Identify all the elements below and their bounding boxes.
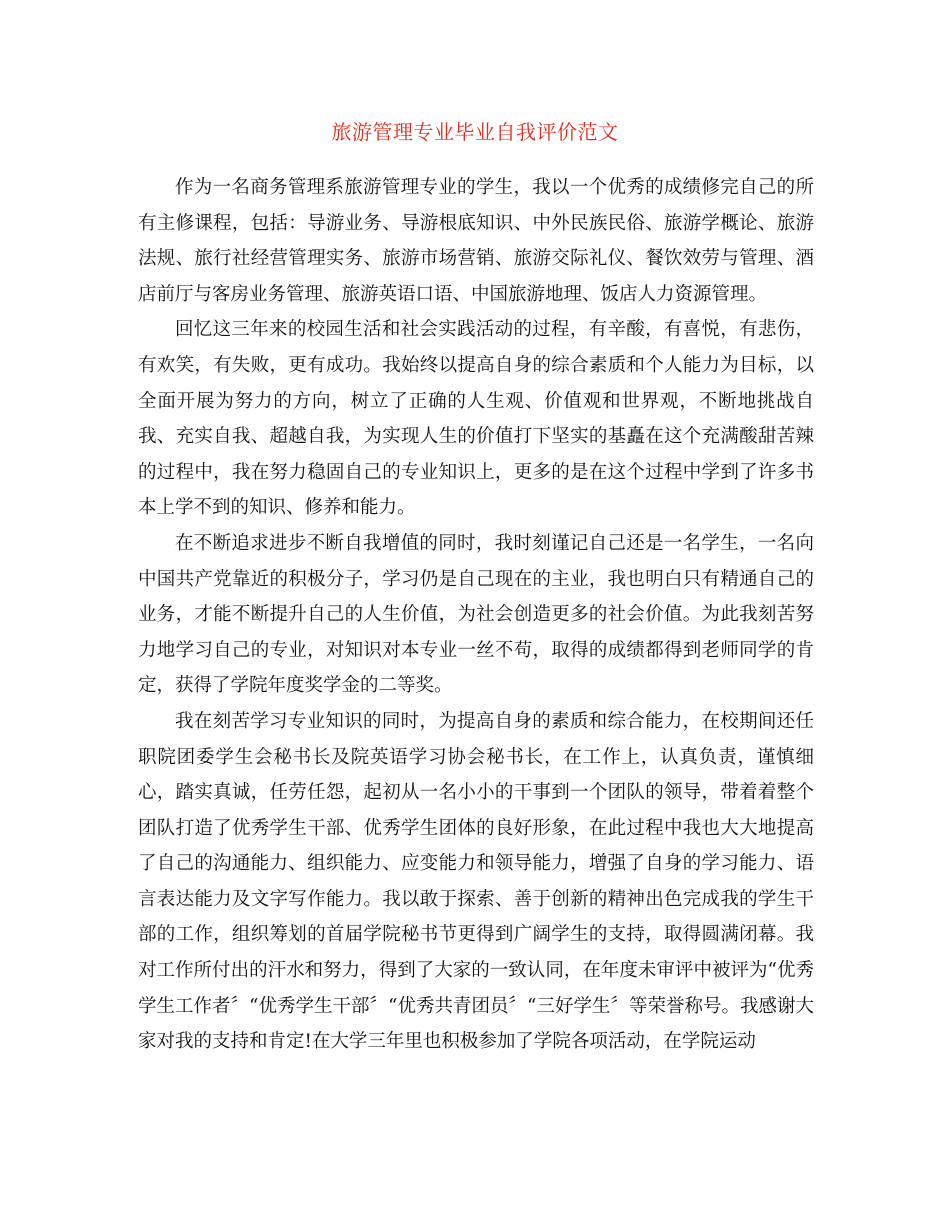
paragraph-courses: 作为一名商务管理系旅游管理专业的学生，我以一个优秀的成绩修完自己的所有主修课程，包括：导游业务、导游根底知识、中外民族民俗、旅游学概论、旅游法规、旅行社经营管理实务、旅游市场营销、旅游交际礼仪、餐饮效劳与管理、酒店前厅与客房业务管理、旅游英语口语、中国旅游地理、饭店人力资源管理。 (138, 177, 814, 305)
paragraph-study: 在不断追求进步不断自我增值的同时，我时刻谨记自己还是一名学生，一名向中国共产党靠近的积极分子，学习仍是自己现在的主业，我也明白只有精通自己的业务，才能不断提升自己的人生价值，为社会创造更多的社会价值。为此我刻苦努力地学习自己的专业，对知识对本专业一丝不苟，取得的成绩都得到老师同学的肯定，获得了学院年度奖学金的二等奖。 (138, 532, 814, 697)
paragraph-campus-life: 回忆这三年来的校园生活和社会实践活动的过程，有辛酸，有喜悦，有悲伤，有欢笑，有失败，更有成功。我始终以提高自身的综合素质和个人能力为目标，以全面开展为努力的方向，树立了正确的人生观、价值观和世界观，不断地挑战自我、充实自我、超越自我，为实现人生的价值打下坚实的基矗在这个充满酸甜苦辣的过程中，我在努力稳固自己的专业知识上，更多的是在这个过程中学到了许多书本上学不到的知识、修养和能力。 (138, 319, 814, 519)
paragraph-student-work: 我在刻苦学习专业知识的同时，为提高自身的素质和综合能力，在校期间还任职院团委学生会秘书长及院英语学习协会秘书长，在工作上，认真负责，谨慎细心，踏实真诚，任劳任怨，起初从一名小小的干事到一个团队的领导，带着着整个团队打造了优秀学生干部、优秀学生团体的良好形象，在此过程中我也大大地提高了自己的沟通能力、组织能力、应变能力和领导能力，增强了自身的学习能力、语言表达能力及文字写作能力。我以敢于探索、善于创新的精神出色完成我的学生干部的工作，组织筹划的首届学院秘书节更得到广阔学生的支持，取得圆满闭幕。我对工作所付出的汗水和努力，得到了大家的一致认同，在年度未审评中被评为“优秀学生工作者〞“优秀学生干部〞“优秀共青团员〞“三好学生〞等荣誉称号。我感谢大家对我的支持和肯定!在大学三年里也积极参加了学院各项活动，在学院运动 (138, 710, 814, 1053)
document-title: 旅游管理专业毕业自我评价范文 (331, 120, 619, 144)
document-body (138, 170, 814, 1060)
